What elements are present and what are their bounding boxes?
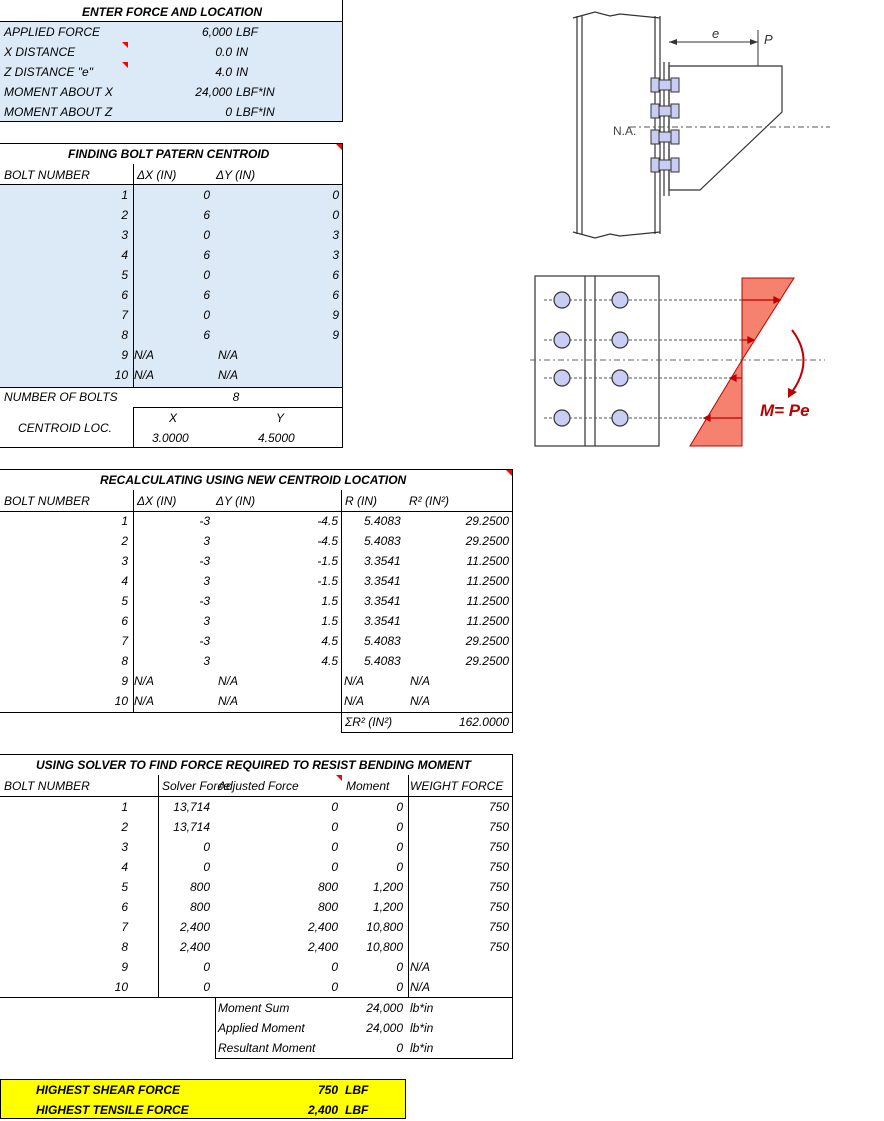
comment-marker (336, 775, 342, 781)
moment-value: 0 (396, 800, 403, 814)
adjusted-force: 0 (331, 820, 338, 834)
bolt-dy: 0 (332, 208, 339, 222)
bolt-number: 8 (121, 940, 128, 954)
bolt-dy: 9 (332, 328, 339, 342)
bolt-dx: 6 (203, 248, 210, 262)
solver-force: 2,400 (179, 920, 210, 934)
bolt-number: 3 (121, 840, 128, 854)
bolt-dx: 3 (203, 614, 210, 628)
input-label: Z DISTANCE "e" (4, 65, 93, 79)
input-unit: LBF (236, 25, 259, 39)
moment-label: M= Pe (760, 401, 810, 420)
bolt-number: 4 (121, 574, 128, 588)
input-unit: LBF*IN (236, 105, 275, 119)
bolt-dy: -1.5 (317, 574, 338, 588)
input-label: APPLIED FORCE (4, 25, 101, 39)
neutral-axis-label: N.A. (613, 124, 637, 138)
col-header: BOLT NUMBER (4, 168, 90, 182)
moment-value: 0 (396, 860, 403, 874)
bolt-dx: -3 (199, 594, 210, 608)
col-header: WEIGHT FORCE (410, 779, 504, 793)
summary-value: 24,000 (366, 1001, 403, 1015)
bolt-dy: -4.5 (317, 514, 338, 528)
comment-marker (122, 42, 128, 48)
result-label: HIGHEST SHEAR FORCE (36, 1083, 181, 1097)
p-label: P (764, 32, 773, 47)
weight-force: N/A (410, 960, 431, 974)
bolt-r: 5.4083 (364, 634, 401, 648)
bolt-r: 3.3541 (364, 594, 401, 608)
bolt-number: 10 (114, 368, 128, 382)
bolt-dy: -1.5 (317, 554, 338, 568)
section-title: USING SOLVER TO FIND FORCE REQUIRED TO RESIST BENDING MOMENT (36, 758, 471, 772)
bolt-dy: 0 (332, 188, 339, 202)
solver-force: 0 (203, 960, 210, 974)
moment-value: 0 (396, 980, 403, 994)
weight-force: N/A (410, 980, 431, 994)
input-label: X DISTANCE (4, 45, 76, 59)
adjusted-force: 2,400 (307, 940, 338, 954)
bolt-number: 7 (121, 634, 128, 648)
adjusted-force: 0 (331, 980, 338, 994)
result-unit: LBF (345, 1103, 369, 1117)
input-value: 4.0 (215, 65, 232, 79)
section-title: RECALCULATING USING NEW CENTROID LOCATION (100, 473, 407, 487)
bolt-dy: 9 (332, 308, 339, 322)
bolt-number: 5 (121, 880, 128, 894)
bolt-r: N/A (344, 674, 365, 688)
summary-value: 24,000 (366, 1021, 403, 1035)
input-value: 0.0 (215, 45, 232, 59)
sum-r2-value: 162.0000 (458, 715, 509, 729)
moment-value: 0 (396, 820, 403, 834)
weight-force: 750 (488, 860, 509, 874)
number-of-bolts-label: NUMBER OF BOLTS (4, 390, 118, 404)
bolt-r2: 11.2500 (466, 574, 509, 588)
result-value: 750 (317, 1083, 338, 1097)
bolt-dy: 4.5 (321, 654, 338, 668)
bolt-dx: 3 (203, 574, 210, 588)
bolt-dx: N/A (134, 348, 155, 362)
bolt-dx: 0 (203, 188, 210, 202)
input-label: MOMENT ABOUT X (4, 85, 113, 99)
moment-value: 0 (396, 960, 403, 974)
summary-label: Moment Sum (218, 1001, 290, 1015)
col-header: Solver Force (162, 779, 231, 793)
bolt-dy: N/A (218, 348, 239, 362)
bolt-dy: 4.5 (321, 634, 338, 648)
bolt-number: 9 (121, 674, 128, 688)
bolt-r2: N/A (410, 674, 431, 688)
bolt-r2: 11.2500 (466, 614, 509, 628)
bolt-dy: -4.5 (317, 534, 338, 548)
bolt-dx: N/A (134, 368, 155, 382)
summary-value: 0 (396, 1041, 403, 1055)
bolt-r2: 11.2500 (466, 594, 509, 608)
moment-value: 10,800 (366, 940, 403, 954)
col-header: ΔY (IN) (216, 168, 256, 182)
solver-force: 13,714 (173, 800, 210, 814)
col-header: R² (IN²) (409, 494, 449, 508)
input-unit: LBF*IN (236, 85, 275, 99)
solver-force: 0 (203, 980, 210, 994)
bolt-number: 4 (121, 248, 128, 262)
adjusted-force: 0 (331, 860, 338, 874)
input-unit: IN (236, 65, 248, 79)
weight-force: 750 (488, 820, 509, 834)
bolt-number: 8 (121, 654, 128, 668)
bolt-r: 5.4083 (364, 514, 401, 528)
bolt-dx: 3 (203, 534, 210, 548)
bolt-number: 1 (121, 514, 128, 528)
moment-value: 10,800 (366, 920, 403, 934)
bolt-r: 3.3541 (364, 554, 401, 568)
bolt-number: 10 (114, 694, 128, 708)
bolt-r2: N/A (410, 694, 431, 708)
adjusted-force: 800 (317, 880, 338, 894)
bolt-r2: 29.2500 (465, 534, 509, 548)
bolt-number: 2 (121, 820, 128, 834)
solver-force: 13,714 (173, 820, 210, 834)
input-value: 24,000 (195, 85, 232, 99)
input-value: 6,000 (201, 25, 232, 39)
bolt-dx: N/A (134, 694, 155, 708)
bolt-number: 1 (121, 188, 128, 202)
col-header: ΔX (IN) (137, 168, 177, 182)
bolt-r2: 29.2500 (465, 634, 509, 648)
col-header: BOLT NUMBER (4, 779, 90, 793)
centroid-x-header: X (168, 411, 177, 425)
bolt-dy: N/A (218, 368, 239, 382)
number-of-bolts-value: 8 (232, 390, 240, 404)
centroid-y-value: 4.5000 (258, 431, 295, 445)
bolt-dy: 3 (332, 228, 339, 242)
bolt-number: 9 (121, 348, 128, 362)
section-title: FINDING BOLT PATERN CENTROID (68, 147, 270, 161)
bolt-number: 1 (121, 800, 128, 814)
bolt-number: 5 (121, 594, 128, 608)
bolt-dy: 1.5 (321, 594, 338, 608)
bolt-dy: 6 (332, 288, 339, 302)
result-value: 2,400 (307, 1103, 338, 1117)
bolt-number: 7 (121, 920, 128, 934)
bolt-dy: 3 (332, 248, 339, 262)
bolt-number: 2 (121, 208, 128, 222)
bolt-r: 3.3541 (364, 614, 401, 628)
moment-value: 1,200 (372, 880, 403, 894)
col-header: Moment (346, 779, 390, 793)
bolt-r2: 11.2500 (466, 554, 509, 568)
weight-force: 750 (488, 920, 509, 934)
bolt-number: 5 (121, 268, 128, 282)
centroid-label: CENTROID LOC. (18, 421, 113, 435)
col-header: R (IN) (345, 494, 377, 508)
result-label: HIGHEST TENSILE FORCE (36, 1103, 189, 1117)
adjusted-force: 0 (331, 960, 338, 974)
bolt-dx: -3 (199, 554, 210, 568)
adjusted-force: 2,400 (307, 920, 338, 934)
centroid-x-value: 3.0000 (152, 431, 189, 445)
bolt-number: 3 (121, 228, 128, 242)
solver-force: 0 (203, 860, 210, 874)
col-header: ΔY (IN) (216, 494, 256, 508)
bolt-dx: -3 (199, 514, 210, 528)
bolt-number: 6 (121, 288, 128, 302)
bolt-r: 5.4083 (364, 654, 401, 668)
bolt-dy: N/A (218, 674, 239, 688)
col-header: ΔX (IN) (137, 494, 177, 508)
section-title: ENTER FORCE AND LOCATION (82, 5, 262, 19)
summary-unit: lb*in (410, 1021, 434, 1035)
weight-force: 750 (488, 940, 509, 954)
col-header: BOLT NUMBER (4, 494, 90, 508)
bolt-number: 2 (121, 534, 128, 548)
adjusted-force: 0 (331, 840, 338, 854)
bolt-number: 3 (121, 554, 128, 568)
bolt-dx: 0 (203, 228, 210, 242)
weight-force: 750 (488, 840, 509, 854)
bolt-dx: 0 (203, 308, 210, 322)
sum-r2-label: ΣR² (IN²) (345, 715, 393, 729)
col-header: Adjusted Force (218, 779, 299, 793)
summary-label: Resultant Moment (218, 1041, 316, 1055)
solver-force: 2,400 (179, 940, 210, 954)
bolt-number: 6 (121, 614, 128, 628)
bolt-dy: 1.5 (321, 614, 338, 628)
weight-force: 750 (488, 880, 509, 894)
moment-value: 0 (396, 840, 403, 854)
summary-unit: lb*in (410, 1041, 434, 1055)
weight-force: 750 (488, 800, 509, 814)
bolt-r2: 29.2500 (465, 514, 509, 528)
bolt-number: 10 (114, 980, 128, 994)
bracket-elevation-diagram (540, 0, 840, 250)
bolt-dx: -3 (199, 634, 210, 648)
bolt-dx: 0 (203, 268, 210, 282)
adjusted-force: 0 (331, 800, 338, 814)
adjusted-force: 800 (317, 900, 338, 914)
bolt-dx: N/A (134, 674, 155, 688)
solver-force: 0 (203, 840, 210, 854)
input-unit: IN (236, 45, 248, 59)
bolt-number: 8 (121, 328, 128, 342)
comment-marker (122, 62, 128, 68)
summary-unit: lb*in (410, 1001, 434, 1015)
input-value: 0 (225, 105, 232, 119)
bolt-r: 3.3541 (364, 574, 401, 588)
moment-value: 1,200 (372, 900, 403, 914)
bolt-dx: 6 (203, 208, 210, 222)
bolt-number: 9 (121, 960, 128, 974)
bolt-number: 6 (121, 900, 128, 914)
solver-force: 800 (189, 880, 210, 894)
result-unit: LBF (345, 1083, 369, 1097)
bolt-dy: 6 (332, 268, 339, 282)
bolt-r: 5.4083 (364, 534, 401, 548)
input-label: MOMENT ABOUT Z (4, 105, 113, 119)
solver-force: 800 (189, 900, 210, 914)
bolt-dy: N/A (218, 694, 239, 708)
bolt-stress-diagram (530, 270, 870, 455)
e-label: e (712, 26, 720, 41)
bolt-number: 4 (121, 860, 128, 874)
bolt-dx: 6 (203, 328, 210, 342)
bolt-r2: 29.2500 (465, 654, 509, 668)
bolt-dx: 3 (203, 654, 210, 668)
bolt-dx: 6 (203, 288, 210, 302)
summary-label: Applied Moment (218, 1021, 305, 1035)
bolt-r: N/A (344, 694, 365, 708)
bolt-number: 7 (121, 308, 128, 322)
weight-force: 750 (488, 900, 509, 914)
centroid-y-header: Y (275, 411, 284, 425)
